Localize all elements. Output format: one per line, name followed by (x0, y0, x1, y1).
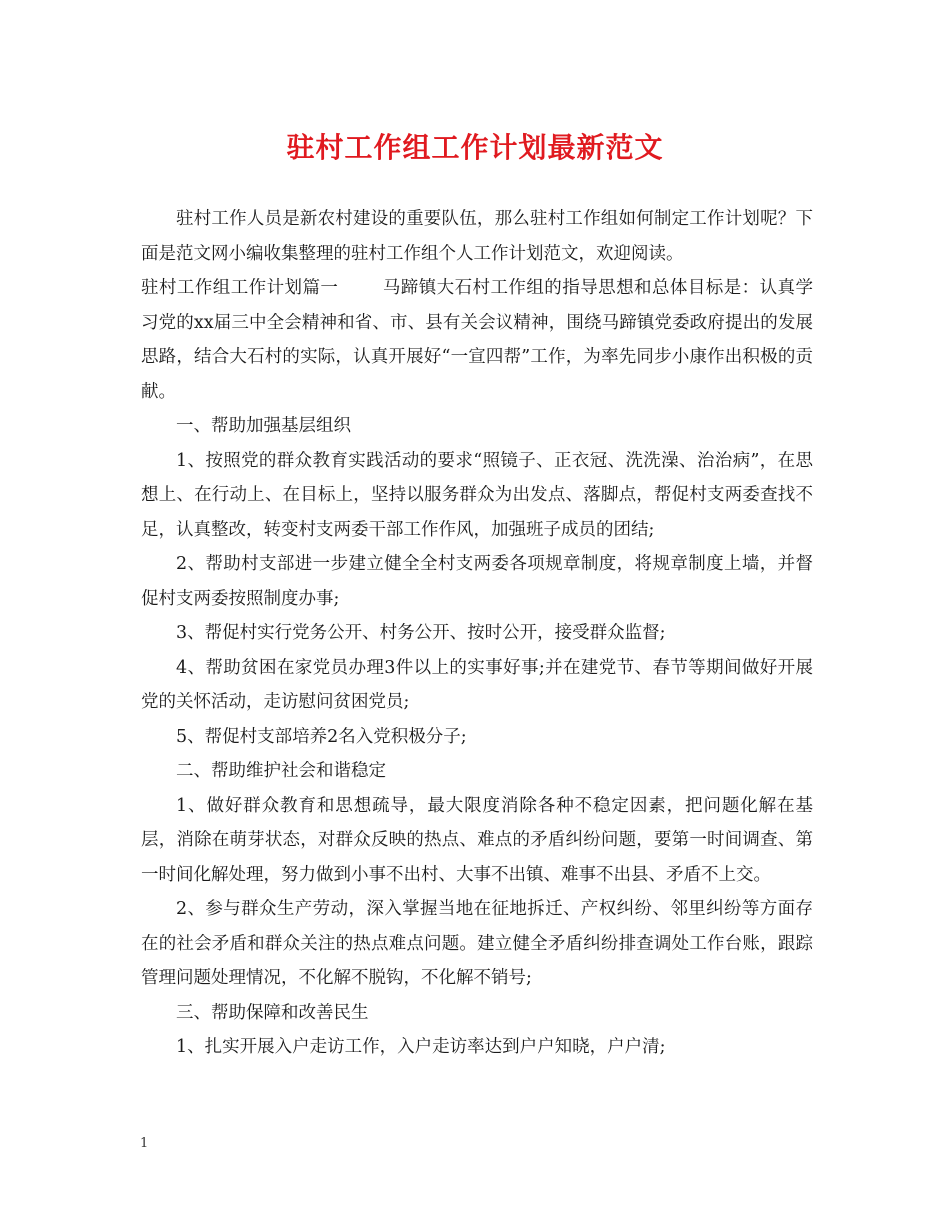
section-heading-2: 二、帮助维护社会和谐稳定 (176, 761, 386, 781)
section-heading-1: 一、帮助加强基层组织 (176, 416, 351, 436)
list-item: 1、按照党的群众教育实践活动的要求“照镜子、正衣冠、洗洗澡、治治病”，在思想上、在行动上、在目标上，坚持以服务群众为出发点、落脚点，帮促村支两委查找不足，认真整改，转变村支两委干部工作作风，加强班子成员的团结; (141, 450, 813, 540)
section-heading-3: 三、帮助保障和改善民生 (176, 1002, 369, 1023)
list-item: 1、扎实开展入户走访工作，入户走访率达到户户知晓，户户清; (176, 1037, 666, 1057)
document-title: 驻村工作组工作计划最新范文 (286, 131, 664, 164)
part1-text: 马蹄镇大石村工作组的指导思想和总体目标是：认真学习党的xx届三中全会精神和省、市、县有关会议精神，围绕马蹄镇党委政府提出的发展思路，结合大石村的实际，认真开展好“一宣四帮”工作，为率先同步小康作出积极的贡献。 (141, 278, 814, 402)
page-number: 1 (140, 1136, 149, 1151)
part1-label: 驻村工作组工作计划篇一 (141, 278, 339, 298)
list-item: 2、参与群众生产劳动，深入掌握当地在征地拆迁、产权纠纷、邻里纠纷等方面存在的社会矛盾和群众关注的热点难点问题。建立健全矛盾纠纷排查调处工作台账，跟踪管理问题处理情况，不化解不脱钩，不化解不销号; (141, 899, 813, 988)
list-item: 3、帮促村实行党务公开、村务公开、按时公开，接受群众监督; (176, 623, 666, 643)
list-item: 5、帮促村支部培养2名入党积极分子; (176, 726, 467, 747)
intro-paragraph: 驻村工作人员是新农村建设的重要队伍，那么驻村工作组如何制定工作计划呢？下面是范文网小编收集整理的驻村工作组个人工作计划范文，欢迎阅读。 (141, 209, 813, 264)
part1-paragraph (141, 271, 813, 409)
document-body (141, 202, 813, 1065)
list-item: 2、帮助村支部进一步建立健全全村支两委各项规章制度，将规章制度上墙，并督促村支两委按照制度办事; (141, 554, 813, 609)
list-item: 1、做好群众教育和思想疏导，最大限度消除各种不稳定因素，把问题化解在基层，消除在萌芽状态，对群众反映的热点、难点的矛盾纠纷问题，要第一时间调查、第一时间化解处理，努力做到小事不出村、大事不出镇、难事不出县、矛盾不上交。 (141, 795, 813, 885)
list-item: 4、帮助贫困在家党员办理3件以上的实事好事;并在建党节、春节等期间做好开展党的关怀活动，走访慰问贫困党员; (141, 657, 813, 712)
